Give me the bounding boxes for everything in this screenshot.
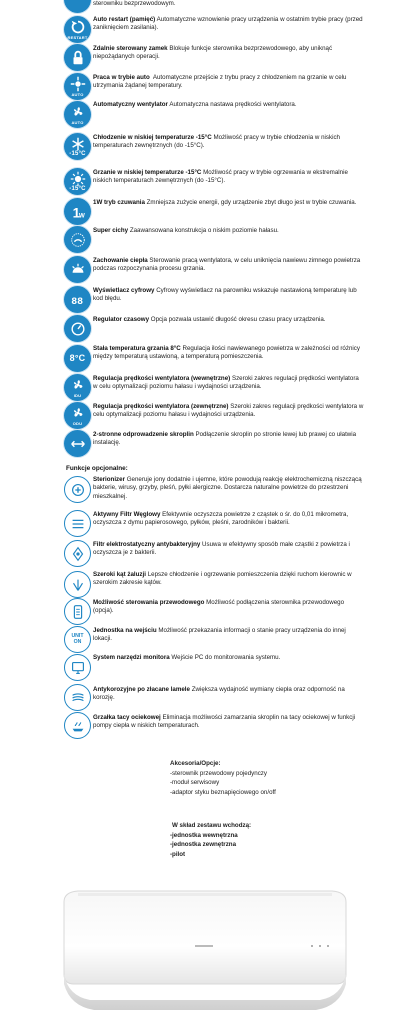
feature-text: Zdalnie sterowany zamek Blokuje funkcje sterownika bezprzewodowego, aby uniknąć niepożądanych operacji. bbox=[93, 45, 333, 61]
feature-text: Szeroki kąt żaluzji Lepsze chłodzenie i ogrzewanie pomieszczenia dzięki ruchom kierownic w szerokim zakresie kątów. bbox=[93, 571, 352, 587]
auto-mode-icon: AUTO bbox=[64, 73, 91, 100]
feature-text: Regulator czasowy Opcja pozwala ustawić długość okresu czasu pracy urządzenia. bbox=[93, 316, 326, 323]
feature-text: Antykorozyjne po złacane lamele Zwiększa wydajność wymiany ciepła oraz odporność na korozję. bbox=[93, 686, 345, 702]
partial-icon bbox=[64, 0, 91, 13]
feature-text: Stała temperatura grzania 8°C Regulacja ilości nawiewanego powietrza w zależności od różnicy między temperaturą ustawioną, a temperaturą pomieszczenia. bbox=[93, 345, 360, 361]
unit-on-icon: UNIT ON bbox=[64, 626, 91, 653]
fins-icon bbox=[64, 684, 91, 711]
feature-text: 1W tryb czuwania Zmniejsza zużycie energii, gdy urządzenie zbyt długo jest w trybie czuwania. bbox=[93, 199, 357, 206]
feature-text: sterowniku bezprzewodowym. bbox=[93, 0, 176, 7]
svg-text:88: 88 bbox=[70, 295, 83, 307]
heat-8c-icon: 8°C bbox=[64, 345, 91, 372]
set-heading: W skład zestawu wchodzą: bbox=[172, 822, 252, 829]
outdoor-fan-speed-icon: ODU bbox=[64, 402, 91, 429]
feature-text: Aktywny Filtr Węglowy Efektywnie oczyszcza powietrze z cząstek o śr. do 0,01 mikrometra, oczyszcza z dymu papierosowego, pyłków, pleśni, zarodników i bakterii. bbox=[93, 511, 349, 527]
feature-text: Filtr elektrostatyczny antybakteryjny Usuwa w efektywny sposób małe cząstki z powietrza i oczyszcza je z bakterii. bbox=[93, 541, 350, 557]
accessory-item: -sterownik przewodowy pojedynczy bbox=[170, 769, 267, 777]
timer-icon bbox=[64, 315, 91, 342]
accessory-item: -moduł serwisowy bbox=[170, 779, 220, 787]
monitor-icon bbox=[64, 654, 91, 681]
wired-controller-icon bbox=[64, 598, 91, 625]
indoor-fan-speed-icon: IDU bbox=[64, 374, 91, 401]
set-item: -jednostka zewnętrzna bbox=[170, 841, 237, 849]
standby-1w-icon bbox=[64, 198, 91, 225]
feature-text: Auto restart (pamięć) Automatyczne wznowienie pracy urządzenia w ostatnim trybie pracy (przed zaniknięciem zasilania). bbox=[93, 16, 363, 32]
restart-icon: RESTART bbox=[64, 16, 91, 43]
drain-icon bbox=[64, 430, 91, 457]
feature-text: Automatyczny wentylator Automatyczna nastawa prędkości wentylatora. bbox=[93, 101, 297, 108]
accessories-heading: Akcesoria/Opcje: bbox=[170, 760, 221, 767]
feature-text: Zachowanie ciepła Sterowanie pracą wentylatora, w celu uniknięcia nawiewu zimnego powietrza podczas rozpoczynania procesu grzania. bbox=[93, 257, 361, 273]
set-block bbox=[170, 821, 251, 859]
feature-text: Chłodzenie w niskiej temperaturze -15°C Możliwość pracy w trybie chłodzenia w niskich temperaturach zewnętrznych (do -15°C). bbox=[93, 134, 340, 150]
feature-text: Sterionizer Generuje jony dodatnie i ujemne, które powodują reakcję elektrochemiczną niszczącą bakterie, wirusy, grzyby, pleśń, pyłki alergiczne. Dostarcza naturalne powietrze do przestrzeni mieszkalnej. bbox=[93, 476, 362, 500]
indoor-unit-image bbox=[60, 888, 350, 1016]
super-quiet-icon bbox=[64, 226, 91, 253]
tray-heater-icon bbox=[64, 712, 91, 739]
ionizer-icon bbox=[64, 476, 91, 503]
warm-keep-icon bbox=[64, 256, 91, 283]
feature-text: Jednostka na wejściu Możliwość przekazania informacji o stanie pracy urządzenia do innej lokacji. bbox=[93, 627, 346, 643]
feature-text: Wyświetlacz cyfrowy Cyfrowy wyświetlacz na parowniku wskazuje nastawioną temperaturę lub kod błędu. bbox=[93, 287, 357, 303]
feature-text: Grzanie w niskiej temperaturze -15°C Możliwość pracy w trybie ogrzewania w ekstremalnie niskich temperaturach zewnętrznych (do -15°C). bbox=[93, 169, 348, 185]
feature-text: Regulacja prędkości wentylatora (zewnętrzne) Szeroki zakres regulacji prędkości wentylatora w celu optymalizacji poziomu hałasu i wydajności urządzenia. bbox=[93, 403, 364, 419]
sun-icon: -15°C bbox=[64, 168, 91, 195]
fan-auto-icon: AUTO bbox=[64, 101, 91, 128]
feature-text: Grzałka tacy ociekowej Eliminacja możliwości zamarzania skroplin na tacy ociekowej w funkcji pompy ciepła w niskich temperaturach. bbox=[93, 714, 356, 730]
carbon-filter-icon bbox=[64, 510, 91, 537]
feature-text: Praca w trybie auto Automatyczne przejście z trybu pracy z chłodzeniem na grzanie w celu utrzymania żądanej temperatury. bbox=[93, 74, 347, 90]
set-item: -jednostka wewnętrzna bbox=[170, 831, 238, 839]
optional-heading: Funkcje opcjonalne: bbox=[66, 465, 128, 472]
feature-text: System narzędzi monitora Wejście PC do monitorowania systemu. bbox=[93, 654, 281, 661]
feature-text: Możliwość sterowania przewodowego Możliwość podłączenia sterownika przewodowego (opcja). bbox=[93, 599, 345, 615]
accessory-item: -adaptor styku beznapięciowego on/off bbox=[170, 788, 276, 796]
electrostatic-filter-icon bbox=[64, 540, 91, 567]
digital-display-icon bbox=[64, 286, 91, 313]
louver-angle-icon bbox=[64, 571, 91, 598]
snowflake-icon: -15°C bbox=[64, 133, 91, 160]
feature-text: Super cichy Zaawansowana konstrukcja o niskim poziomie hałasu. bbox=[93, 227, 279, 234]
svg-text:W: W bbox=[78, 211, 85, 219]
feature-text: Regulacja prędkości wentylatora (wewnętrzne) Szeroki zakres regulacji prędkości wentylatora w celu optymalizacji poziomu hałasu i wydajności urządzenia. bbox=[93, 375, 359, 391]
svg-text:1: 1 bbox=[72, 204, 80, 220]
lock-icon bbox=[64, 44, 91, 71]
set-item: -pilot bbox=[170, 850, 186, 858]
feature-text: 2-stronne odprowadzenie skroplin Podłączenie skroplin po stronie lewej lub prawej co ułatwia instalację. bbox=[93, 431, 357, 447]
accessories-block bbox=[170, 759, 276, 797]
